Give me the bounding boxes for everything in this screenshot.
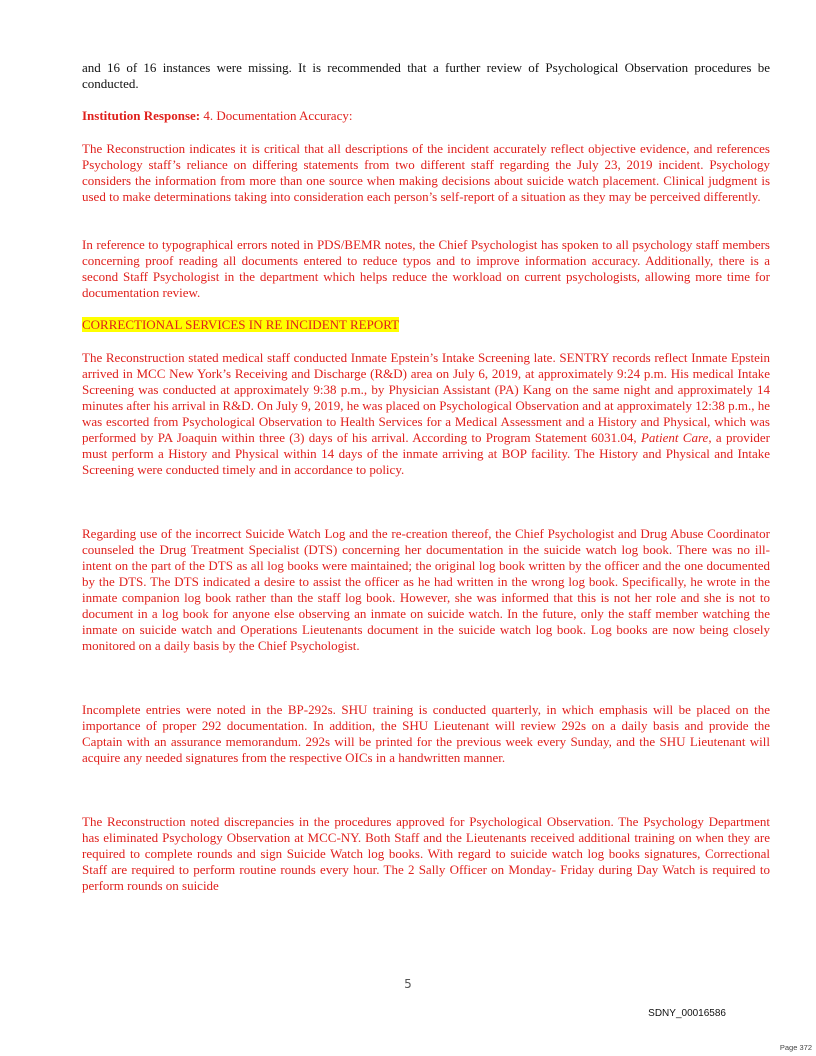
suicide-watch-log-paragraph: Regarding use of the incorrect Suicide Watch Log and the re-creation thereof, the Chief Psychologist and Drug Abuse Coordinator counseled the Drug Treatment Specialist (DTS) concerning her documentation in the suicide watch log book. There was no ill-intent on the part of the DTS as all log books were maintained; the original log book written by the officer and the one documented by the DTS. The DTS indicated a desire to assist the officer as he had written in the wrong log book. Specifically, he wrote in the inmate companion log book rather than the staff log book. However, she was informed that this is not her role and she is not to document in a log book for anyone else observing an inmate on suicide watch. In the future, only the staff member watching the inmate on suicide watch and Operations Lieutenants document in the suicide watch log book. Log books are now being closely monitored on a daily basis by the Chief Psychologist. bbox=[82, 526, 770, 653]
institution-response-heading bbox=[82, 108, 770, 124]
page-reference: Page 372 bbox=[779, 1043, 812, 1052]
intake-text-before: The Reconstruction stated medical staff conducted Inmate Epstein’s Intake Screening late. SENTRY records reflect Inmate Epstein arrived in MCC New York’s Receiving and Discharge (R&D) area on July 6, 2019, at approximately 9:24 p.m. His medical Intake Screening was conducted at approximately 9:38 p.m., by Physician Assistant (PA) Kang on the same night and approximately 14 minutes after his arrival in R&D. On July 9, 2019, he was placed on Psychological Observation and at approximately 12:38 p.m., he was escorted from Psychological Observation to Health Services for a Medical Assessment and a History and Physical, which was performed by PA Joaquin within three (3) days of his arrival. According to Program Statement 6031.04, bbox=[82, 350, 770, 445]
section-heading bbox=[82, 317, 770, 333]
bates-number: SDNY_00016586 bbox=[648, 1008, 726, 1019]
intake-screening-paragraph bbox=[82, 350, 770, 478]
intro-paragraph: and 16 of 16 instances were missing. It is recommended that a further review of Psychological Observation procedures be conducted. bbox=[82, 60, 770, 91]
typographical-errors-paragraph: In reference to typographical errors noted in PDS/BEMR notes, the Chief Psychologist has spoken to all psychology staff members concerning proof reading all documents entered to reduce typos and to improve information accuracy. Additionally, there is a second Staff Psychologist in the department which helps reduce the workload on current psychologists, allowing more time for documentation review. bbox=[82, 237, 770, 300]
bp292-paragraph: Incomplete entries were noted in the BP-292s. SHU training is conducted quarterly, in which emphasis will be placed on the importance of proper 292 documentation. In addition, the SHU Lieutenant will review 292s on a daily basis and provide the Captain with an assurance memorandum. 292s will be printed for the previous week every Sunday, and the SHU Lieutenant will acquire any needed signatures from the respective OICs in a handwritten manner. bbox=[82, 702, 770, 765]
institution-response-label: Institution Response: bbox=[82, 108, 201, 123]
documentation-accuracy-paragraph: The Reconstruction indicates it is critical that all descriptions of the incident accurately reflect objective evidence, and references Psychology staff’s reliance on differing statements from two different staff regarding the July 23, 2019 incident. Psychology considers the information from more than one source when making decisions about suicide watch placement. Clinical judgment is used to make determinations taking into consideration each person’s self-report of a situation as they may be perceived differently. bbox=[82, 141, 770, 204]
patient-care-italic: Patient Care bbox=[640, 430, 709, 445]
intake-text-after: , a provider must perform a History and Physical within 14 days of the inmate arriving at BOP facility. The History and Physical and Intake Screening were conducted timely and in accordance to policy. bbox=[82, 430, 770, 477]
institution-response-text: 4. Documentation Accuracy: bbox=[200, 108, 353, 123]
section-heading-highlight: CORRECTIONAL SERVICES IN RE INCIDENT REPORT bbox=[82, 317, 400, 332]
page-number: 5 bbox=[404, 977, 412, 991]
psychological-observation-paragraph: The Reconstruction noted discrepancies in the procedures approved for Psychological Observation. The Psychology Department has eliminated Psychology Observation at MCC-NY. Both Staff and the Lieutenants received additional training on when they are required to complete rounds and sign Suicide Watch log books. With regard to suicide watch log books signatures, Correctional Staff are required to perform routine rounds every hour. The 2 Sally Officer on Monday- Friday during Day Watch is required to perform rounds on suicide bbox=[82, 814, 770, 893]
